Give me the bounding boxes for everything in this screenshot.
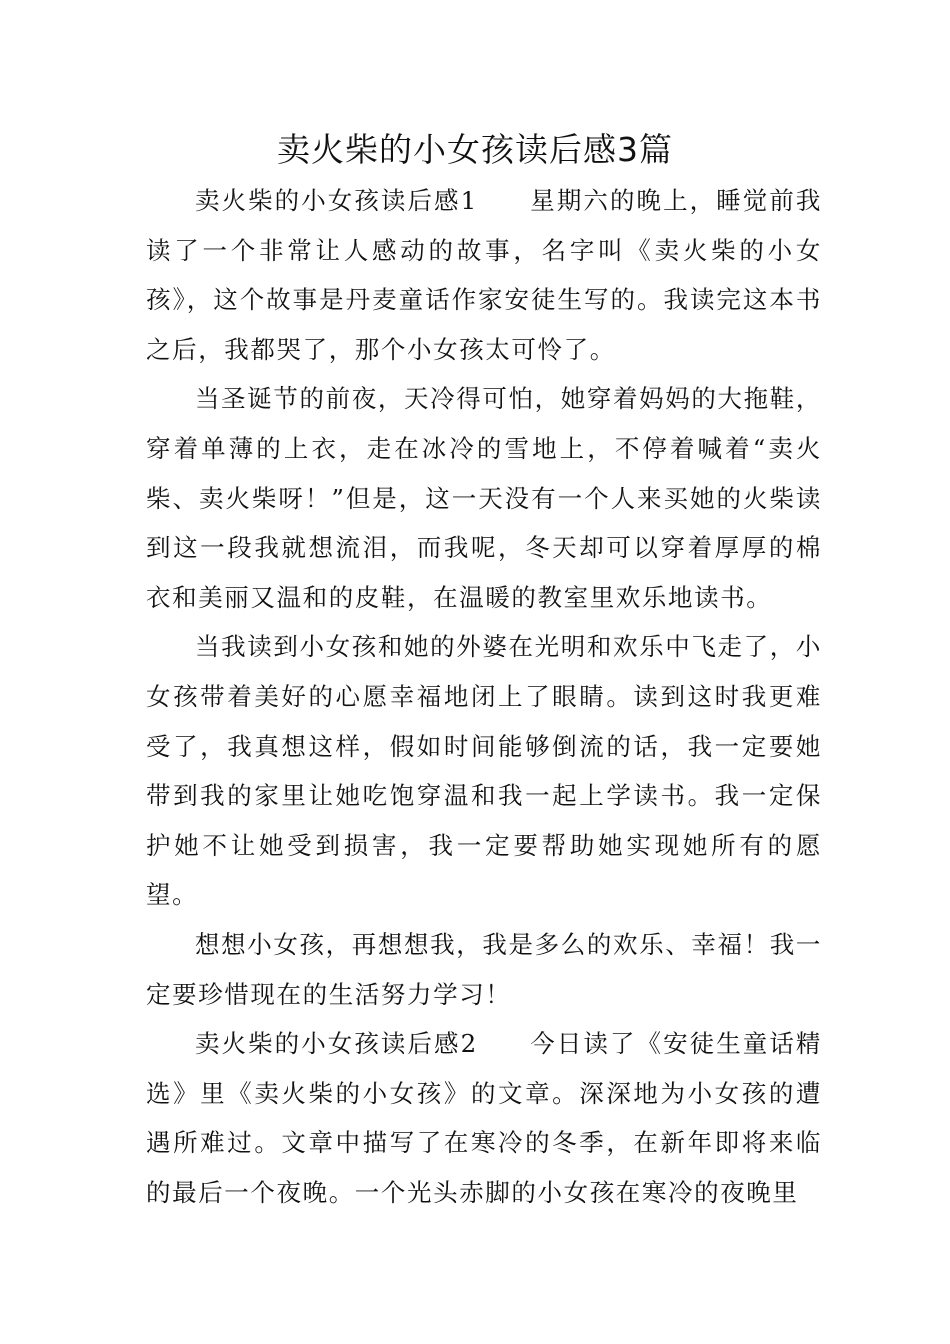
document-body: [146, 176, 822, 1217]
paragraph-2: [146, 374, 822, 622]
document-title: 卖火柴的小女孩读后感3篇: [277, 130, 673, 169]
paragraph-text: 星期六的晚上，睡觉前我读了一个非常让人感动的故事，名字叫《卖火柴的小女孩》，这个故事是丹麦童话作家安徒生写的。我读完这本书之后，我都哭了，那个小女孩太可怜了。: [146, 186, 822, 364]
paragraph-1: [146, 176, 822, 374]
paragraph-4: [146, 920, 822, 1019]
paragraph-text: 当圣诞节的前夜，天冷得可怕，她穿着妈妈的大拖鞋，穿着单薄的上衣，走在冰冷的雪地上，不停着喊着“卖火柴、卖火柴呀！”但是，这一天没有一个人来买她的火柴读到这一段我就想流泪，而我呢，冬天却可以穿着厚厚的棉衣和美丽又温和的皮鞋，在温暖的教室里欢乐地读书。: [146, 384, 822, 612]
paragraph-text: 想想小女孩，再想想我，我是多么的欢乐、幸福！我一定要珍惜现在的生活努力学习！: [146, 929, 822, 1009]
paragraph-5: [146, 1019, 822, 1217]
section-heading-2: 卖火柴的小女孩读后感2: [195, 1029, 478, 1059]
paragraph-text: 今日读了《安徒生童话精选》里《卖火柴的小女孩》的文章。深深地为小女孩的遭遇所难过。文章中描写了在寒冷的冬季，在新年即将来临的最后一个夜晚。一个光头赤脚的小女孩在寒冷的夜晚里: [146, 1029, 822, 1207]
paragraph-text: 当我读到小女孩和她的外婆在光明和欢乐中飞走了，小女孩带着美好的心愿幸福地闭上了眼睛。读到这时我更难受了，我真想这样，假如时间能够倒流的话，我一定要她带到我的家里让她吃饱穿温和我一起上学读书。我一定保护她不让她受到损害，我一定要帮助她实现她所有的愿望。: [146, 632, 822, 910]
paragraph-3: [146, 622, 822, 920]
section-heading-1: 卖火柴的小女孩读后感1: [195, 186, 478, 215]
